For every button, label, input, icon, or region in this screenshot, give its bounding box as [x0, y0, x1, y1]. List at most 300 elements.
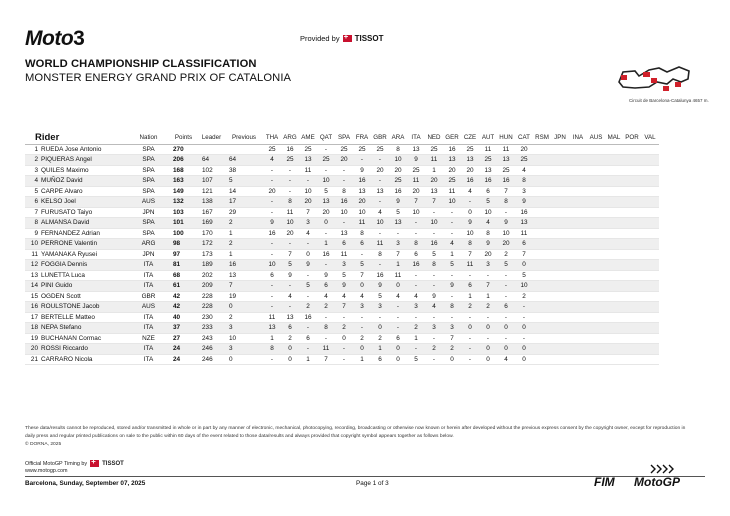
rider-name: RUEDA Jose Antonio [41, 145, 102, 153]
table-header-row [25, 131, 659, 144]
column-header-hun: HUN [497, 131, 515, 144]
race-points [533, 354, 551, 365]
fim-logo: FIM [594, 475, 615, 489]
race-points [605, 302, 623, 313]
race-points: - [443, 270, 461, 281]
race-points: 1 [425, 165, 443, 176]
race-points: 9 [443, 281, 461, 292]
race-points [533, 249, 551, 260]
position: 5 [34, 187, 38, 195]
leader-gap [198, 144, 225, 155]
race-points: 3 [335, 260, 353, 271]
leader-gap: 189 [198, 260, 225, 271]
race-points: 5 [371, 291, 389, 302]
rider-name: NEPA Stefano [41, 324, 82, 332]
race-points: - [371, 312, 389, 323]
race-points: - [497, 333, 515, 344]
race-points [623, 249, 641, 260]
race-points: 0 [389, 354, 407, 365]
race-points: - [317, 312, 335, 323]
race-points: 7 [299, 207, 317, 218]
race-points: - [461, 312, 479, 323]
race-points: 10 [407, 207, 425, 218]
race-points: 7 [353, 270, 371, 281]
race-points: 25 [299, 144, 317, 155]
previous-gap [225, 144, 263, 155]
race-points: 2 [461, 302, 479, 313]
race-points [605, 249, 623, 260]
race-points: 25 [479, 155, 497, 166]
race-points: 20 [281, 228, 299, 239]
race-points [569, 354, 587, 365]
race-points: 8 [389, 144, 407, 155]
race-points [533, 312, 551, 323]
race-points: 25 [317, 155, 335, 166]
race-points [587, 291, 605, 302]
race-points [623, 207, 641, 218]
column-header-nation: Nation [128, 131, 169, 144]
leader-gap: 172 [198, 239, 225, 250]
race-points [551, 323, 569, 334]
race-points [569, 260, 587, 271]
nation: ITA [128, 323, 169, 334]
race-points: - [497, 207, 515, 218]
race-points: 25 [281, 155, 299, 166]
race-points: 20 [461, 165, 479, 176]
table-row [25, 207, 659, 218]
race-points: 7 [425, 197, 443, 208]
leader-gap: 246 [198, 354, 225, 365]
race-points [587, 176, 605, 187]
race-points [623, 270, 641, 281]
race-points: 2 [425, 344, 443, 355]
race-points: - [443, 218, 461, 229]
race-points: 2 [443, 344, 461, 355]
race-points [533, 176, 551, 187]
race-points [551, 302, 569, 313]
race-points: 8 [461, 239, 479, 250]
race-points: - [371, 155, 389, 166]
race-points: 4 [371, 207, 389, 218]
leader-gap: 121 [198, 186, 225, 197]
table-row [25, 228, 659, 239]
race-points: 1 [299, 354, 317, 365]
previous-gap: 0 [225, 354, 263, 365]
race-points: 16 [317, 249, 335, 260]
race-points [623, 354, 641, 365]
race-points: - [371, 260, 389, 271]
race-points: 13 [479, 165, 497, 176]
table-row [25, 270, 659, 281]
race-points: 9 [299, 260, 317, 271]
nation: AUS [128, 302, 169, 313]
race-points [641, 176, 659, 187]
race-points: 16 [281, 144, 299, 155]
race-points [605, 176, 623, 187]
race-points: 20 [317, 207, 335, 218]
race-points [551, 239, 569, 250]
race-points [569, 291, 587, 302]
race-points [587, 344, 605, 355]
race-points: - [479, 333, 497, 344]
race-points: - [407, 344, 425, 355]
race-points: - [515, 312, 533, 323]
race-points: 10 [515, 281, 533, 292]
race-points: 4 [299, 228, 317, 239]
points: 68 [169, 270, 198, 281]
rider-name: LUNETTA Luca [41, 271, 85, 279]
race-points: 16 [353, 176, 371, 187]
race-points: 25 [407, 165, 425, 176]
position: 12 [30, 261, 38, 269]
nation: SPA [128, 228, 169, 239]
rider-name: PIQUERAS Angel [41, 156, 92, 164]
rider-name: PINI Guido [41, 282, 73, 290]
race-points [605, 207, 623, 218]
race-points [605, 312, 623, 323]
points: 98 [169, 239, 198, 250]
race-points [605, 155, 623, 166]
table-row [25, 239, 659, 250]
race-points: 16 [479, 176, 497, 187]
rider-cell [25, 312, 128, 323]
position: 15 [30, 292, 38, 300]
rider-name: OGDEN Scott [41, 292, 81, 300]
previous-gap: 14 [225, 186, 263, 197]
race-points: 1 [479, 291, 497, 302]
race-points: 5 [335, 270, 353, 281]
previous-gap: 16 [225, 260, 263, 271]
race-points: 0 [479, 323, 497, 334]
race-points: 6 [371, 354, 389, 365]
race-points: - [497, 291, 515, 302]
race-points: - [263, 207, 281, 218]
race-points: - [461, 197, 479, 208]
race-points: 10 [335, 207, 353, 218]
race-points [569, 176, 587, 187]
race-points: 4 [263, 155, 281, 166]
race-points: 9 [263, 218, 281, 229]
points: 24 [169, 354, 198, 365]
race-points: - [407, 281, 425, 292]
race-points: - [317, 165, 335, 176]
race-points: 2 [407, 323, 425, 334]
previous-gap: 2 [225, 218, 263, 229]
race-points: 13 [263, 323, 281, 334]
race-points [623, 239, 641, 250]
race-points [551, 270, 569, 281]
table-row [25, 165, 659, 176]
previous-gap: 3 [225, 344, 263, 355]
race-points [551, 281, 569, 292]
rider-name: ROULSTONE Jacob [41, 303, 100, 311]
nation: SPA [128, 144, 169, 155]
nation: SPA [128, 155, 169, 166]
race-points [641, 302, 659, 313]
race-points [623, 197, 641, 208]
race-points: - [443, 312, 461, 323]
race-points: 25 [353, 144, 371, 155]
race-points [569, 197, 587, 208]
points: 149 [169, 186, 198, 197]
race-points: 13 [407, 144, 425, 155]
rider-name: ALMANSA David [41, 219, 90, 227]
race-points [551, 155, 569, 166]
race-points: - [281, 186, 299, 197]
page-number: Page 1 of 3 [356, 480, 389, 487]
race-points: 5 [299, 281, 317, 292]
race-points: 6 [515, 239, 533, 250]
race-points: 20 [497, 239, 515, 250]
leader-gap: 233 [198, 323, 225, 334]
race-points [569, 344, 587, 355]
column-header-ina: INA [569, 131, 587, 144]
rider-cell [25, 239, 128, 250]
table-row [25, 312, 659, 323]
race-points [641, 281, 659, 292]
race-points: 0 [389, 344, 407, 355]
race-points: - [461, 344, 479, 355]
race-points: - [371, 197, 389, 208]
race-points [587, 270, 605, 281]
race-points [623, 323, 641, 334]
race-points: 0 [335, 333, 353, 344]
race-points: 5 [317, 186, 335, 197]
race-points: 0 [317, 218, 335, 229]
motogp-logo: MotoGP [634, 475, 680, 489]
race-points: 9 [353, 165, 371, 176]
race-points [587, 323, 605, 334]
race-points: 25 [263, 144, 281, 155]
race-points: 25 [335, 144, 353, 155]
column-header-qat: QAT [317, 131, 335, 144]
position: 6 [34, 198, 38, 206]
race-points: - [281, 281, 299, 292]
page-title: WORLD CHAMPIONSHIP CLASSIFICATION [25, 58, 257, 70]
race-points [551, 176, 569, 187]
table-row [25, 291, 659, 302]
race-points: 0 [515, 344, 533, 355]
race-points: 0 [497, 323, 515, 334]
race-points: 8 [371, 249, 389, 260]
race-points: - [425, 333, 443, 344]
rider-cell [25, 291, 128, 302]
race-points: - [281, 239, 299, 250]
race-points [623, 228, 641, 239]
race-points [605, 144, 623, 155]
race-points: 4 [443, 239, 461, 250]
race-points: 8 [515, 176, 533, 187]
race-points: 9 [317, 270, 335, 281]
race-points [569, 239, 587, 250]
race-points: - [479, 312, 497, 323]
race-points: - [407, 312, 425, 323]
race-points [533, 218, 551, 229]
race-points: - [317, 333, 335, 344]
provided-by-label: Provided by [300, 34, 340, 43]
race-points: 25 [515, 155, 533, 166]
position: 14 [30, 282, 38, 290]
column-header-rider: Rider [25, 131, 128, 144]
race-points [587, 281, 605, 292]
race-points [623, 155, 641, 166]
race-points: 7 [443, 333, 461, 344]
race-points: - [443, 228, 461, 239]
nation: SPA [128, 218, 169, 229]
race-points: 6 [389, 333, 407, 344]
race-points: - [407, 218, 425, 229]
race-points: 8 [281, 197, 299, 208]
column-header-mal: MAL [605, 131, 623, 144]
rider-cell [25, 323, 128, 334]
previous-gap: 5 [225, 176, 263, 187]
race-points: - [263, 302, 281, 313]
race-points: 25 [443, 176, 461, 187]
race-points: 13 [353, 186, 371, 197]
race-points: 9 [281, 270, 299, 281]
race-points: - [407, 270, 425, 281]
race-points [569, 186, 587, 197]
position: 17 [30, 313, 38, 321]
race-points: 9 [407, 155, 425, 166]
column-header-ame: AME [299, 131, 317, 144]
previous-gap: 10 [225, 333, 263, 344]
race-points [551, 228, 569, 239]
race-points: 20 [335, 155, 353, 166]
previous-gap: 7 [225, 281, 263, 292]
race-points: 16 [515, 207, 533, 218]
race-points: 13 [389, 218, 407, 229]
race-points: 20 [263, 186, 281, 197]
race-points: 10 [263, 260, 281, 271]
race-points: - [299, 291, 317, 302]
race-points [587, 333, 605, 344]
race-points [623, 218, 641, 229]
column-header-fra: FRA [353, 131, 371, 144]
race-points [533, 291, 551, 302]
race-points: - [371, 176, 389, 187]
table-row [25, 354, 659, 365]
nation: GBR [128, 291, 169, 302]
race-points [623, 186, 641, 197]
race-points: 10 [461, 228, 479, 239]
race-points: - [461, 333, 479, 344]
race-points: 8 [335, 186, 353, 197]
race-points: 11 [443, 186, 461, 197]
race-points: 1 [371, 344, 389, 355]
race-points [569, 249, 587, 260]
race-points [587, 354, 605, 365]
circuit-map-icon [613, 60, 693, 94]
previous-gap: 1 [225, 228, 263, 239]
race-points: - [335, 344, 353, 355]
rider-cell [25, 176, 128, 187]
race-points [587, 302, 605, 313]
race-points [551, 344, 569, 355]
column-header-ara: ARA [389, 131, 407, 144]
race-points: - [335, 312, 353, 323]
race-points: 20 [479, 249, 497, 260]
race-points: - [299, 176, 317, 187]
race-points: 16 [461, 176, 479, 187]
leader-gap: 243 [198, 333, 225, 344]
race-points [605, 270, 623, 281]
race-points: 3 [407, 302, 425, 313]
race-points: - [497, 270, 515, 281]
race-points: 9 [389, 197, 407, 208]
column-header-points: Points [169, 131, 198, 144]
points: 100 [169, 228, 198, 239]
table-row [25, 176, 659, 187]
race-points: 5 [479, 197, 497, 208]
disclaimer-text: These data/results cannot be reproduced, stored and/or transmitted in whole or in part by any manner of electronic, mechanical, photocopying, recording, broadcasting or otherwise now known or herein after developed without the previous express consent by the copyright owner, except for reproduction in daily press and regular printed publications on sale to the public within 60 days of the event related to those data/results and always provided that copyright symbol appears together as follows below. [25, 426, 686, 439]
race-points: 20 [515, 144, 533, 155]
rider-cell [25, 165, 128, 176]
rider-name: BERTELLE Matteo [41, 313, 95, 321]
race-points [551, 249, 569, 260]
race-points: 20 [371, 165, 389, 176]
race-points [605, 218, 623, 229]
race-points: 11 [425, 155, 443, 166]
race-points: 0 [281, 344, 299, 355]
race-points: 11 [461, 260, 479, 271]
race-points [641, 207, 659, 218]
race-points: 2 [281, 333, 299, 344]
previous-gap: 2 [225, 239, 263, 250]
race-points [551, 165, 569, 176]
nation: ITA [128, 354, 169, 365]
nation: NZE [128, 333, 169, 344]
race-points: 0 [515, 260, 533, 271]
race-points [587, 144, 605, 155]
rider-name: KELSO Joel [41, 198, 76, 206]
leader-gap: 64 [198, 155, 225, 166]
race-points [641, 270, 659, 281]
race-points: 0 [389, 281, 407, 292]
table-row [25, 249, 659, 260]
previous-gap: 17 [225, 197, 263, 208]
table-row [25, 197, 659, 208]
points: 40 [169, 312, 198, 323]
race-points: 0 [479, 354, 497, 365]
leader-gap: 228 [198, 291, 225, 302]
race-points: - [461, 354, 479, 365]
race-points: 2 [479, 302, 497, 313]
column-header-spa: SPA [335, 131, 353, 144]
race-points: 10 [317, 176, 335, 187]
race-points: - [335, 165, 353, 176]
leader-gap: 230 [198, 312, 225, 323]
race-points: 6 [461, 281, 479, 292]
disclaimer [25, 425, 693, 448]
points: 37 [169, 323, 198, 334]
race-points: - [317, 260, 335, 271]
column-header-val: VAL [641, 131, 659, 144]
rider-name: MUÑOZ David [41, 177, 83, 185]
race-points: 13 [443, 155, 461, 166]
website-link[interactable]: www.motogp.com [25, 468, 68, 474]
column-header-cat: CAT [515, 131, 533, 144]
timing-label: Official MotoGP Timing by [25, 460, 88, 467]
race-points: 11 [389, 270, 407, 281]
nation: JPN [128, 207, 169, 218]
race-points [569, 323, 587, 334]
race-points: 13 [299, 155, 317, 166]
rider-name: QUILES Maximo [41, 166, 89, 174]
nation: JPN [128, 249, 169, 260]
race-points: 11 [407, 176, 425, 187]
points: 101 [169, 218, 198, 229]
